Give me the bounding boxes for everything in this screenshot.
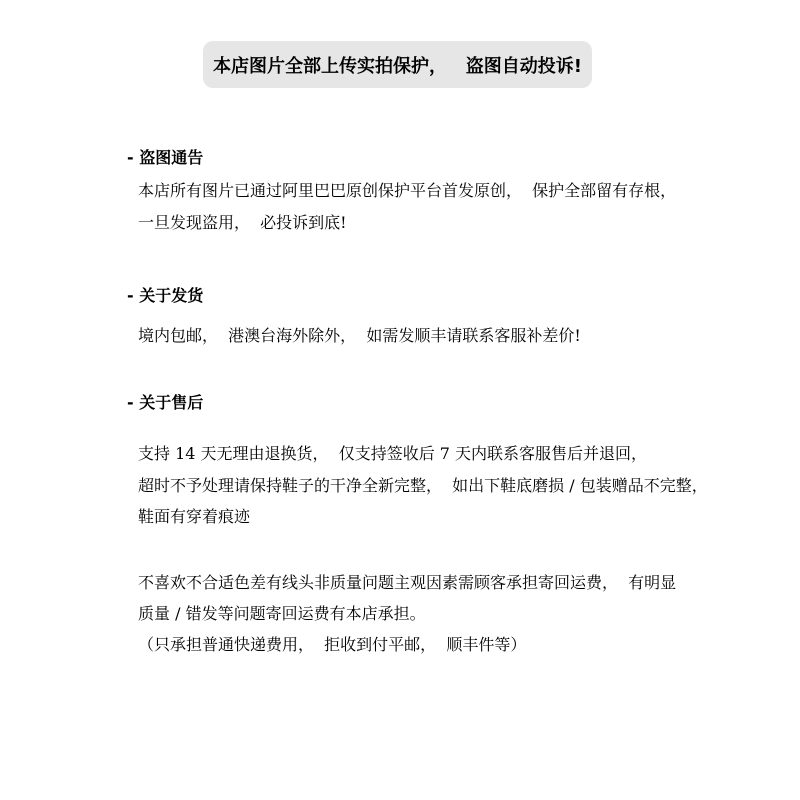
section-heading-after-sales: - 关于售后 bbox=[127, 393, 204, 412]
after-sales-line-4: 不喜欢不合适色差有线头非质量问题主观因素需顾客承担寄回运费， 有明显 bbox=[138, 573, 677, 592]
banner-text: 本店图片全部上传实拍保护， 盗图自动投诉! bbox=[212, 55, 582, 77]
section-heading-anti-theft: - 盗图通告 bbox=[127, 148, 204, 167]
notice-banner bbox=[203, 41, 592, 88]
after-sales-line-2: 超时不予处理请保持鞋子的干净全新完整， 如出下鞋底磨损 / 包装赠品不完整， bbox=[138, 476, 708, 495]
section-heading-shipping: - 关于发货 bbox=[127, 286, 204, 305]
after-sales-line-3: 鞋面有穿着痕迹 bbox=[138, 507, 251, 526]
after-sales-line-5: 质量 / 错发等问题寄回运费有本店承担。 bbox=[138, 604, 426, 623]
anti-theft-line-2: 一旦发现盗用， 必投诉到底! bbox=[138, 213, 347, 232]
after-sales-line-1: 支持 14 天无理由退换货， 仅支持签收后 7 天内联系客服售后并退回， bbox=[138, 444, 648, 463]
shipping-line-1: 境内包邮， 港澳台海外除外， 如需发顺丰请联系客服补差价! bbox=[138, 326, 581, 345]
anti-theft-line-1: 本店所有图片已通过阿里巴巴原创保护平台首发原创， 保护全部留有存根， bbox=[138, 181, 677, 200]
after-sales-line-6: （只承担普通快递费用， 拒收到付平邮， 顺丰件等） bbox=[138, 635, 527, 654]
